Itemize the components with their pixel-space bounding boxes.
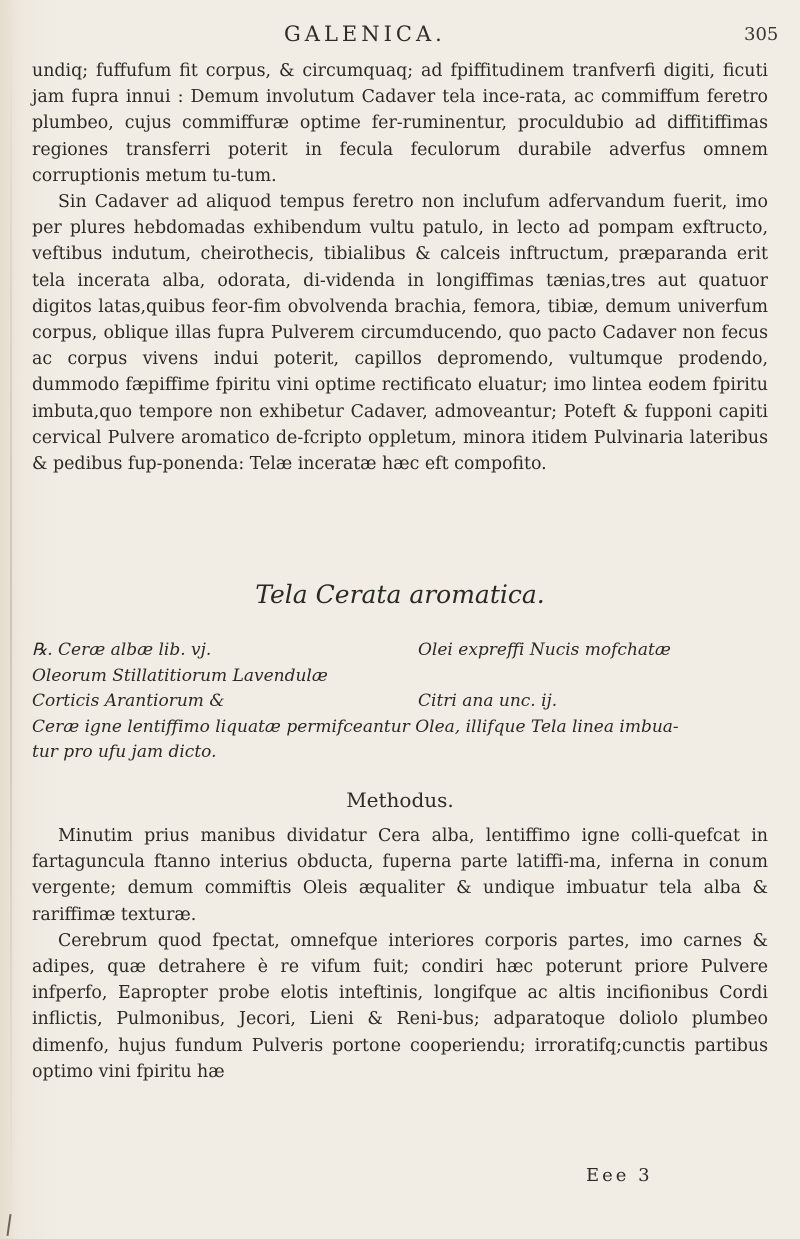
page-header [0, 22, 800, 50]
recipe-instruction: Ceræ igne lentiffimo liquatæ permifceantur Olea, illifque Tela linea imbua- [32, 716, 679, 737]
recipe-row [32, 715, 768, 741]
paragraph-method: Minutim prius manibus dividatur Cera alba, lentiffimo igne colli-quefcat in fartaguncula ftanno interius obducta, fuperna parte latiffi-ma, inferna in conum vergente; demum commiftis Oleis æqualiter & undique imbuatur tela alba & rariffimæ texturæ. [32, 826, 768, 925]
catchword-signature: Eee 3 [586, 1165, 653, 1186]
recipe-row [32, 664, 768, 690]
recipe-item: Olei expreffi Nucis mofchatæ [418, 640, 671, 660]
main-text-block [32, 58, 768, 477]
running-title: GALENICA. [284, 22, 446, 46]
recipe-item: Corticis Arantiorum & [32, 691, 225, 712]
recipe-heading: Tela Cerata aromatica. [255, 580, 545, 609]
recipe-row [32, 740, 768, 766]
recipe-item: Citri ana unc. ij. [418, 691, 558, 712]
recipe-block [32, 638, 768, 766]
recipe-instruction: tur pro ufu jam dicto. [32, 742, 217, 763]
method-heading: Methodus. [346, 788, 454, 812]
method-text-block [32, 823, 768, 1085]
paragraph-cerebrum: Cerebrum quod fpectat, omnefque interiores corporis partes, imo carnes & adipes, quæ detrahere è re vifum fuit; condiri hæc poterunt priore Pulvere infperfo, Eapropter probe elotis inteftinis, longifque ac altis incifionibus Cordi inflictis, Pulmonibus, Jecori, Lieni & Reni-bus; adparatoque doliolo plumbeo dimenfo, hujus fundum Pulveris portone cooperiendu; irroratifq;cunctis partibus optimo vini fpiritu hæ [32, 930, 768, 1082]
recipe-item: Oleorum Stillatitiorum Lavendulæ [32, 665, 328, 686]
recipe-item: ℞. Ceræ albæ lib. vj. [32, 640, 212, 660]
recipe-row [32, 638, 768, 664]
page-number: 305 [744, 24, 779, 45]
gutter-shadow [10, 0, 12, 1239]
recipe-row [32, 689, 768, 715]
paragraph-cadaver: Sin Cadaver ad aliquod tempus feretro non inclufum adfervandum fuerit, imo per plures hebdomadas exhibendum vultu patulo, in lecto ad pompam exftructo, veftibus indutum, cheirothecis, tibialibus & calceis inftructum, præparanda erit tela incerata alba, odorata, di-videnda in longiffimas tænias,tres aut quatuor digitos latas,quibus feor-fim obvolvenda brachia, femora, tibiæ, demum univerfum corpus, oblique illas fupra Pulverem circumducendo, quo pacto Cadaver non fecus ac corpus vivens indui poterit, capillos depromendo, vultumque prodendo, dummodo fæpiffime fpiritu vini optime rectificato eluatur; imo lintea eodem fpiritu imbuta,quo tempore non exhibetur Cadaver, admoveantur; Poteft & fupponi capiti cervical Pulvere aromatico de-fcripto oppletum, minora itidem Pulvinaria lateribus & pedibus fup-ponenda: Telæ inceratæ hæc eft compofito. [32, 192, 768, 475]
paragraph-continuation: undiq; fuffufum fit corpus, & circumquaq; ad fpiffitudinem tranfverfi digiti, ficuti jam fupra innui : Demum involutum Cadaver tela ince-rata, ac commiffum feretro plumbeo, cujus commiffuræ optime fer-ruminentur, proculdubio ad diffitiffimas regiones transferri poterit in fecula feculorum durabile adverfus omnem corruptionis metum tu-tum. [32, 61, 768, 186]
